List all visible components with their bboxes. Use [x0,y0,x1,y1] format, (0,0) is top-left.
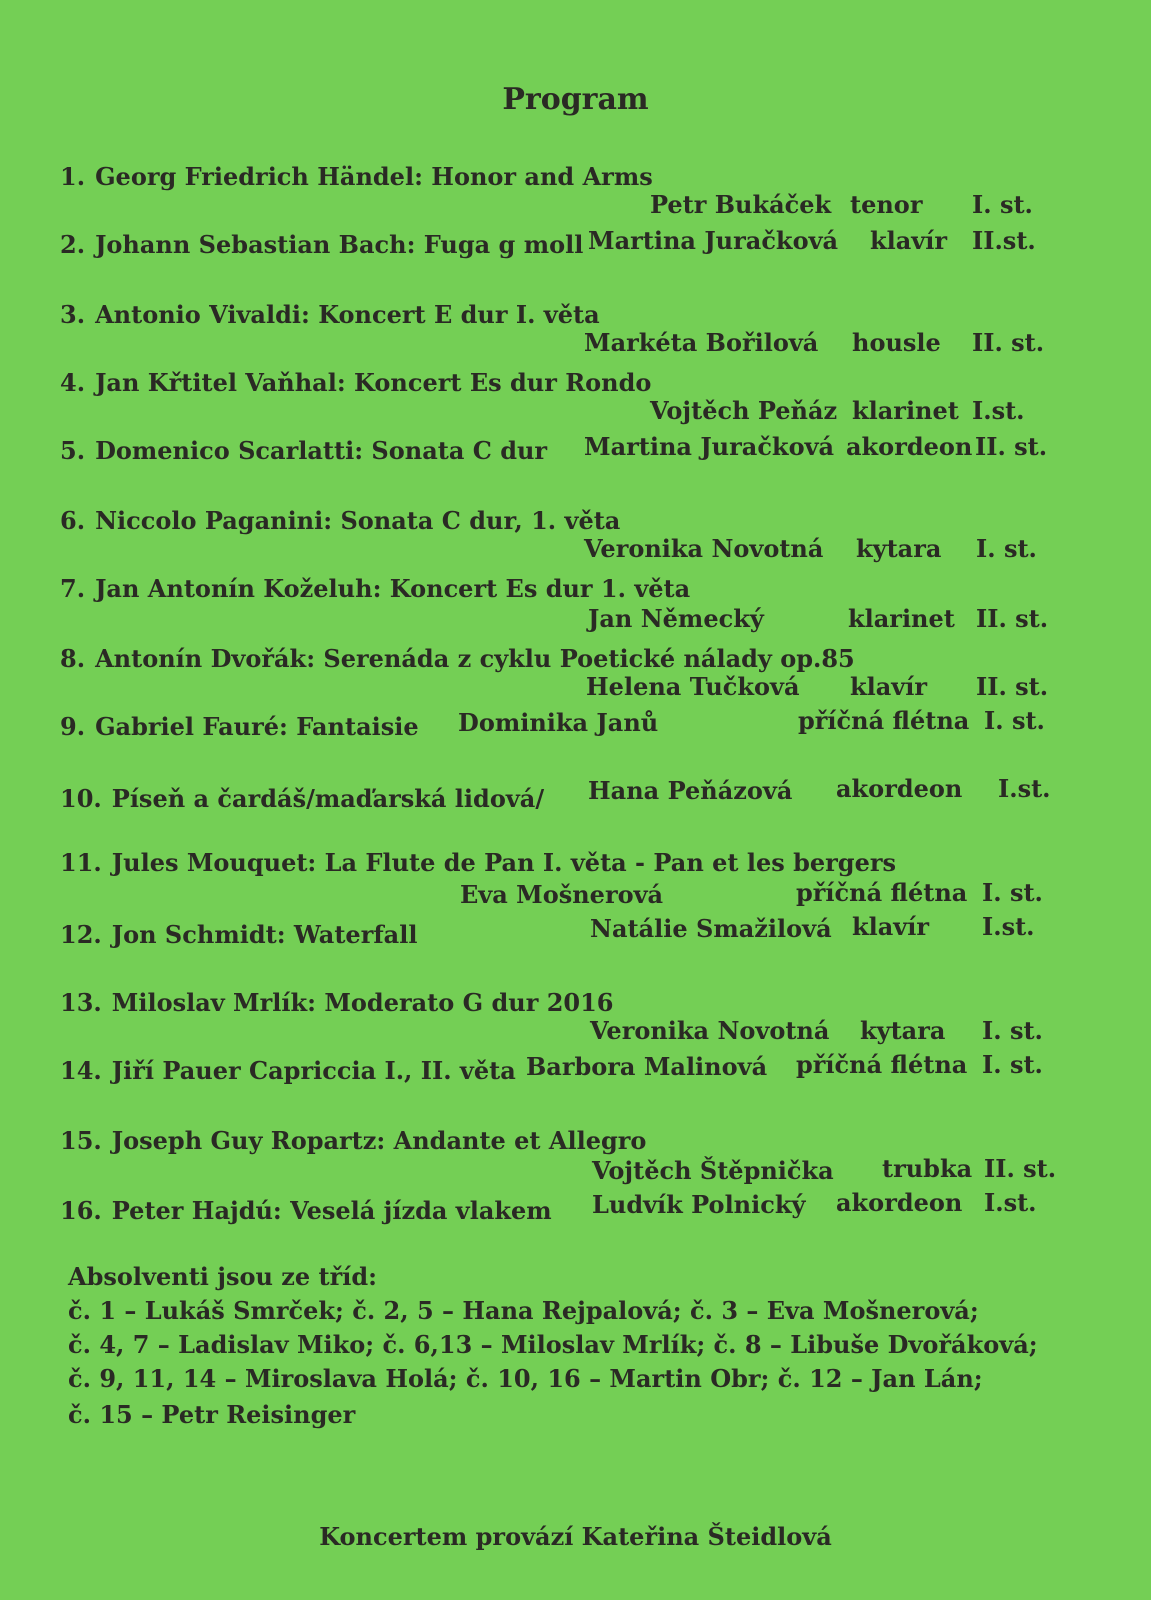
item-number: 5. [60,436,86,465]
program-item-11 [60,848,896,877]
level: I. st. [982,878,1043,907]
performer-name: Dominika Janů [458,708,659,737]
instrument: příčná flétna [796,1050,968,1079]
performer-name: Vojtěch Štěpnička [592,1156,834,1185]
item-number: 4. [60,368,86,397]
instrument: tenor [850,190,923,219]
performer-name: Barbora Malinová [526,1052,768,1081]
item-number: 11. [60,848,102,877]
piece-title: Jon Schmidt: Waterfall [111,920,418,949]
piece-title: Antonio Vivaldi: Koncert E dur I. věta [95,300,600,329]
item-number: 9. [60,712,86,741]
instrument: kytara [856,534,942,563]
program-item-13 [60,988,614,1017]
piece-title: Joseph Guy Ropartz: Andante et Allegro [111,1126,647,1155]
piece-title: Jiří Pauer Capriccia I., II. věta [111,1056,516,1085]
instrument: trubka [882,1154,973,1183]
performer-name: Veronika Novotná [590,1016,830,1045]
graduates-line: č. 4, 7 – Ladislav Miko; č. 6,13 – Miloslav Mrlík; č. 8 – Libuše Dvořáková; [68,1330,1038,1359]
item-number: 12. [60,920,102,949]
program-item-16 [60,1196,552,1225]
item-number: 7. [60,574,86,603]
item-number: 10. [60,784,102,813]
item-number: 6. [60,506,86,535]
instrument: klavír [870,226,948,255]
instrument: kytara [860,1016,946,1045]
performer-name: Natálie Smažilová [590,914,832,943]
piece-title: Jan Antonín Koželuh: Koncert Es dur 1. věta [95,574,691,603]
item-number: 8. [60,644,86,673]
item-number: 15. [60,1126,102,1155]
accompanist-note: Koncertem provází Kateřina Šteidlová [319,1522,832,1551]
item-number: 1. [60,162,86,191]
piece-title: Gabriel Fauré: Fantaisie [95,712,419,741]
program-item-1 [60,162,653,191]
level: I.st. [972,396,1025,425]
level: II. st. [984,1154,1057,1183]
piece-title: Peter Hajdú: Veselá jízda vlakem [111,1196,552,1225]
level: I. st. [972,190,1033,219]
level: I.st. [998,774,1051,803]
performer-name: Eva Mošnerová [460,880,664,909]
performer-name: Martina Juračková [584,432,835,461]
item-number: 2. [60,230,86,259]
level: I. st. [982,1050,1043,1079]
instrument: klarinet [848,604,955,633]
item-number: 16. [60,1196,102,1225]
instrument: akordeon [846,432,973,461]
item-number: 14. [60,1056,102,1085]
level: I.st. [984,1188,1037,1217]
instrument: klarinet [852,396,959,425]
program-item-9 [60,712,419,741]
level: I. st. [976,534,1037,563]
performer-name: Helena Tučková [586,672,800,701]
program-item-3 [60,300,600,329]
program-item-6 [60,506,620,535]
instrument: klavír [850,672,928,701]
graduates-heading: Absolventi jsou ze tříd: [68,1262,378,1291]
item-number: 3. [60,300,86,329]
level: II. st. [976,604,1049,633]
level: I.st. [982,912,1035,941]
performer-name: Veronika Novotná [584,534,824,563]
piece-title: Antonín Dvořák: Serenáda z cyklu Poetické nálady op.85 [95,644,855,673]
performer-name: Markéta Bořilová [584,328,819,357]
performer-name: Vojtěch Peňáz [650,396,838,425]
instrument: příčná flétna [798,706,970,735]
piece-title: Niccolo Paganini: Sonata C dur, 1. věta [95,506,621,535]
graduates-line: č. 9, 11, 14 – Miroslava Holá; č. 10, 16 – Martin Obr; č. 12 – Jan Lán; [68,1364,983,1393]
program-item-14 [60,1056,516,1085]
program-item-15 [60,1126,646,1155]
page-title: Program [502,82,649,117]
program-item-7 [60,574,690,603]
instrument: příčná flétna [796,878,968,907]
performer-name: Ludvík Polnický [592,1190,806,1219]
instrument: akordeon [836,1188,963,1217]
level: II. st. [975,432,1048,461]
level: II. st. [976,672,1049,701]
level: II. st. [972,328,1045,357]
performer-name: Hana Peňázová [588,776,793,805]
level: I. st. [982,1016,1043,1045]
instrument: klavír [852,912,930,941]
graduates-line: č. 1 – Lukáš Smrček; č. 2, 5 – Hana Rejpalová; č. 3 – Eva Mošnerová; [68,1296,979,1325]
piece-title: Jules Mouquet: La Flute de Pan I. věta - Pan et les bergers [111,848,896,877]
instrument: akordeon [836,774,963,803]
graduates-line: č. 15 – Petr Reisinger [68,1400,356,1429]
piece-title: Georg Friedrich Händel: Honor and Arms [95,162,653,191]
performer-name: Jan Německý [588,604,764,633]
piece-title: Johann Sebastian Bach: Fuga g moll [95,230,584,259]
piece-title: Domenico Scarlatti: Sonata C dur [95,436,548,465]
item-number: 13. [60,988,102,1017]
level: I. st. [984,706,1045,735]
performer-name: Martina Juračková [588,226,839,255]
program-item-8 [60,644,855,673]
level: II.st. [972,226,1036,255]
program-item-4 [60,368,651,397]
piece-title: Píseň a čardáš/maďarská lidová/ [111,784,545,813]
performer-name: Petr Bukáček [650,190,832,219]
piece-title: Jan Křtitel Vaňhal: Koncert Es dur Rondo [95,368,652,397]
instrument: housle [852,328,941,357]
program-item-2 [60,230,583,259]
program-item-12 [60,920,417,949]
program-item-5 [60,436,547,465]
piece-title: Miloslav Mrlík: Moderato G dur 2016 [111,988,614,1017]
program-item-10 [60,784,544,813]
